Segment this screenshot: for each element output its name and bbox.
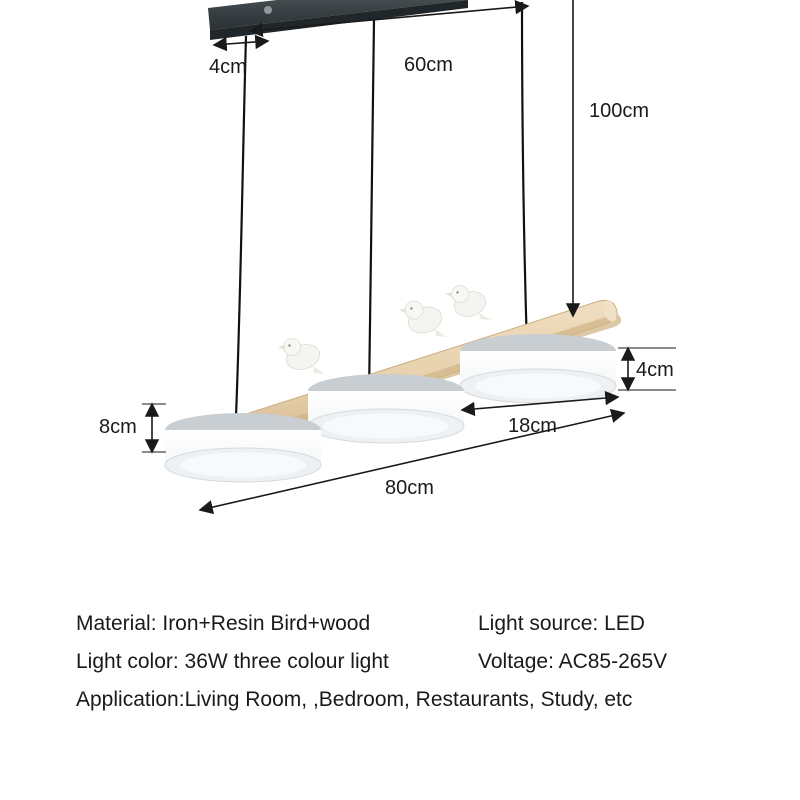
lamp-shade-right — [460, 334, 616, 403]
specifications-block — [0, 612, 800, 726]
lamp-shade-left — [165, 413, 321, 482]
resin-bird-middle — [399, 301, 447, 337]
lamp-shade-middle — [308, 374, 464, 443]
spec-row — [0, 650, 800, 674]
dimension-label-shade-height: 4cm — [636, 359, 674, 381]
resin-bird-left — [278, 339, 325, 375]
dimension-label-shade-diameter: 18cm — [508, 415, 557, 437]
dimension-label-drop-height: 100cm — [589, 100, 650, 122]
spec-application: Application:Living Room, ,Bedroom, Restaurants, Study, etc — [76, 688, 633, 711]
spec-light-color: Light color: 36W three colour light — [76, 650, 389, 673]
spec-material: Material: Iron+Resin Bird+wood — [76, 612, 371, 635]
dimension-label-cord-spacing: 60cm — [404, 54, 453, 76]
spec-light-source: Light source: LED — [478, 612, 645, 635]
spec-row — [0, 612, 800, 636]
spec-voltage: Voltage: AC85-265V — [478, 650, 668, 673]
resin-bird-right — [445, 286, 491, 321]
dimension-label-total-length: 80cm — [385, 477, 434, 499]
dimension-label-mount-width: 4cm — [209, 56, 247, 78]
dimension-label-body-height: 8cm — [99, 416, 137, 438]
ceiling-mount-plate — [208, 0, 468, 40]
